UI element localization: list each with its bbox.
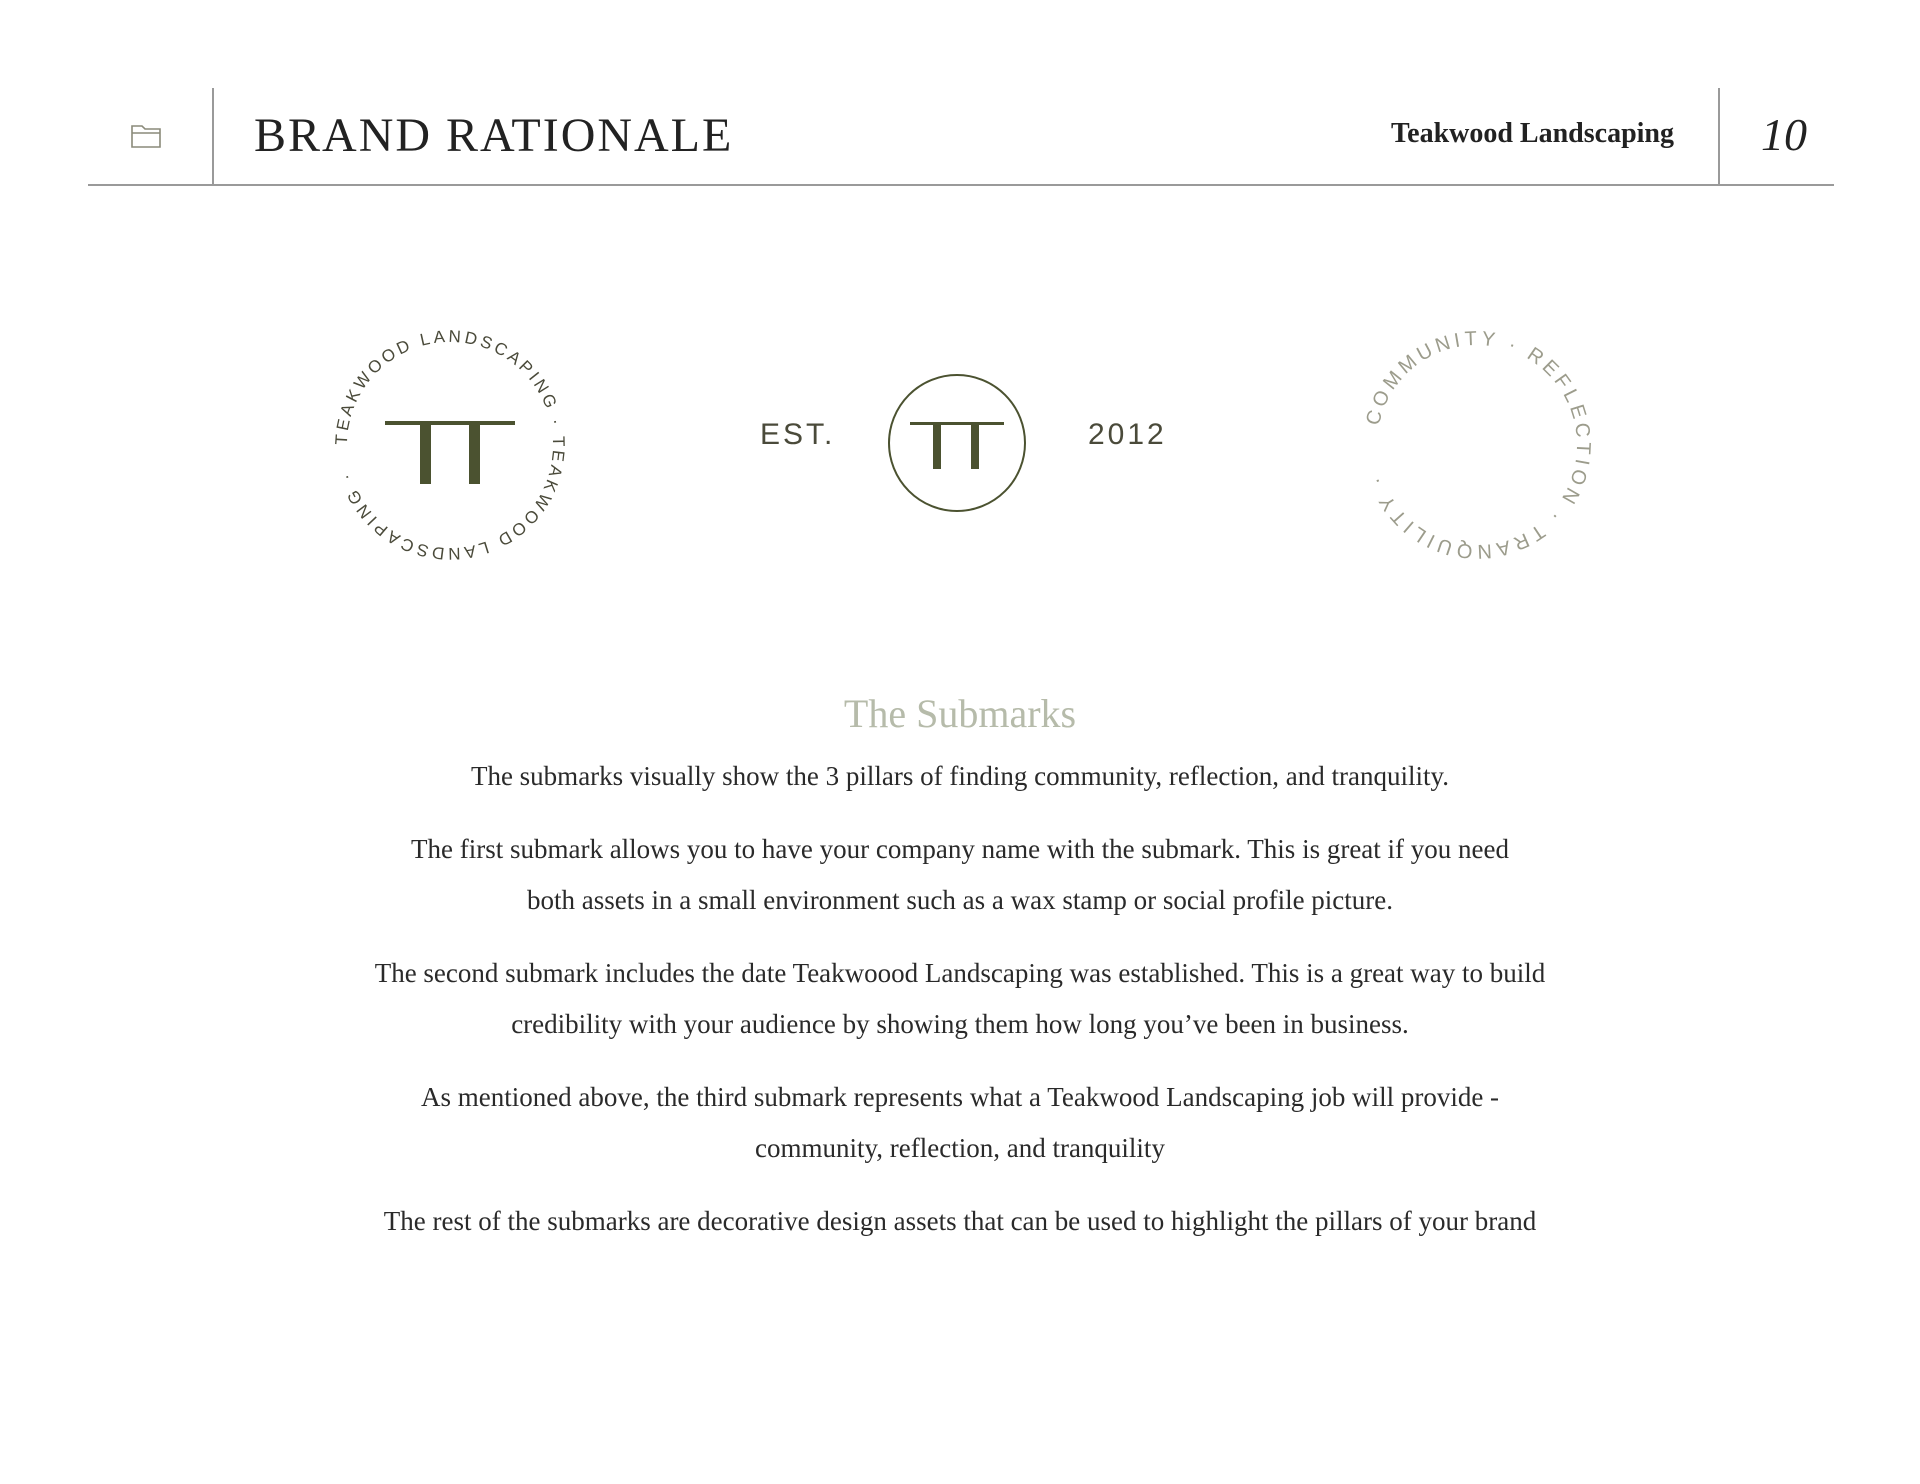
established-ring (889, 375, 1025, 511)
submark-established (886, 372, 1028, 514)
submark-name-badge (325, 320, 575, 570)
header-rule (88, 184, 1834, 186)
pillars-ring-text: COMMUNITY · REFLECTION · TRANQUILITY · (1361, 327, 1595, 563)
header-divider-right (1718, 88, 1720, 185)
year-label: 2012 (1088, 418, 1167, 451)
brand-name: Teakwood Landscaping (1391, 118, 1674, 149)
paragraph: The submarks visually show the 3 pillars of finding community, reflection, and tranquility. (470, 761, 1450, 791)
page-header (0, 0, 1920, 190)
header-divider-left (212, 88, 214, 185)
name-badge-ring-text: TEAKWOOD LANDSCAPING · TEAKWOOD LANDSCAPING · (331, 326, 569, 564)
paragraph: The second submark includes the date Teakwoood Landscaping was established. This is a great way to build credibility with your audience by showing them how long you’ve been in business. (374, 958, 1546, 1039)
paragraph: The first submark allows you to have your company name with the submark. This is great if you need both assets in a small environment such as a wax stamp or social profile picture. (410, 834, 1509, 915)
monogram-logo (385, 421, 515, 484)
section-title: The Submarks (843, 691, 1077, 736)
est-label: EST. (760, 418, 836, 451)
page-number: 10 (1761, 109, 1807, 160)
page-title: BRAND RATIONALE (254, 109, 734, 162)
monogram-logo (910, 422, 1004, 469)
paragraph: As mentioned above, the third submark represents what a Teakwood Landscaping job will provide - community, reflection, and tranquility (420, 1082, 1500, 1163)
folder-icon (130, 120, 164, 150)
submark-pillars-ring (1352, 320, 1602, 570)
paragraph: The rest of the submarks are decorative design assets that can be used to highlight the pillars of your brand (383, 1206, 1537, 1236)
submarks-description (360, 690, 1560, 1269)
